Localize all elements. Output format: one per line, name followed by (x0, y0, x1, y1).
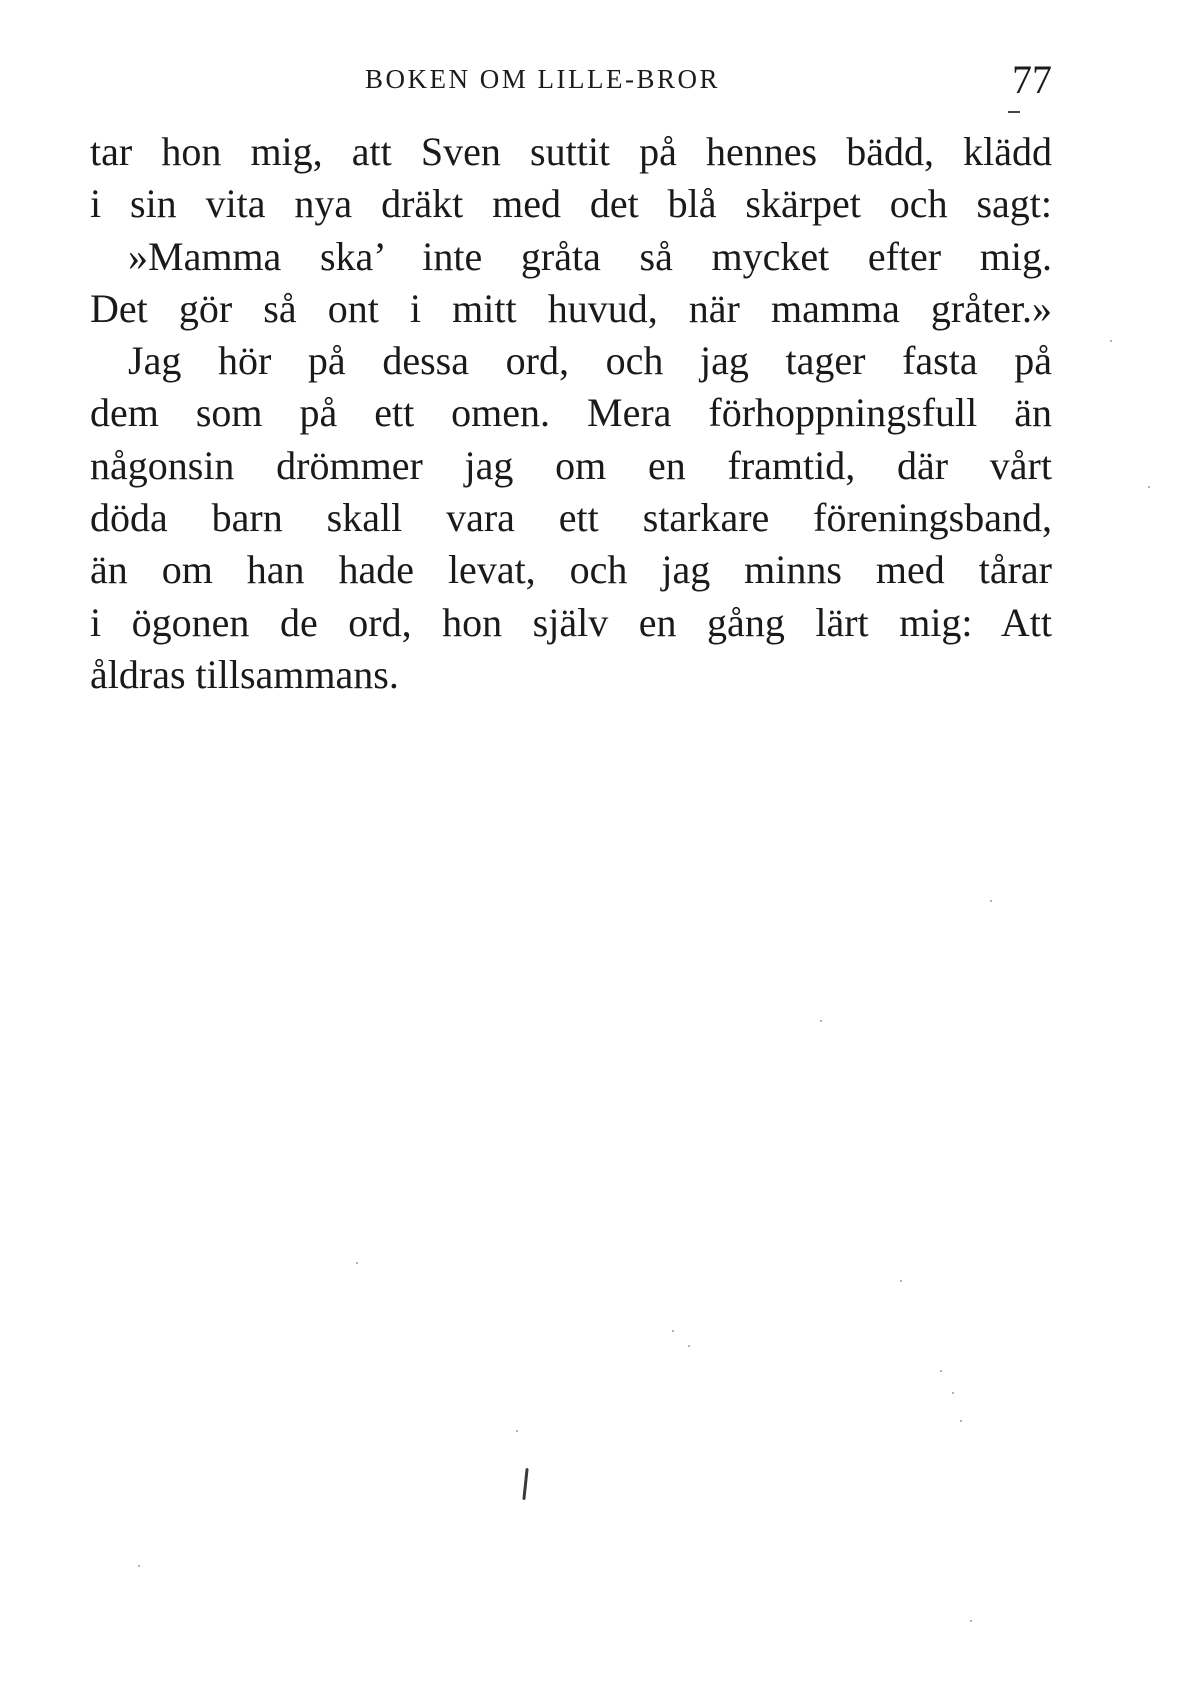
scan-speck (1148, 486, 1150, 488)
scan-speck (940, 1370, 942, 1372)
scan-speck (672, 1330, 674, 1332)
page-number: 77 (1012, 57, 1052, 102)
text-line: dem som på ett omen. Mera förhoppningsfull än (90, 390, 1052, 436)
scan-speck (516, 1430, 518, 1432)
stray-ink-mark (522, 1468, 528, 1500)
scan-speck (688, 1345, 690, 1347)
running-title: BOKEN OM LILLE-BROR (365, 64, 720, 94)
scan-speck (970, 1620, 972, 1622)
text-line: »Mamma ska’ inte gråta så mycket efter mig. (128, 233, 1052, 279)
scan-speck (960, 1420, 962, 1422)
text-line: någonsin drömmer jag om en framtid, där vårt (90, 442, 1052, 488)
text-line: i ögonen de ord, hon själv en gång lärt mig: Att (90, 599, 1052, 645)
text-line: tar hon mig, att Sven suttit på hennes bädd, klädd (90, 129, 1052, 174)
scan-speck (952, 1392, 954, 1394)
text-line: åldras tillsammans. (90, 651, 399, 697)
text-line: än om han hade levat, och jag minns med tårar (90, 547, 1052, 593)
text-line: i sin vita nya dräkt med det blå skärpet och sagt: (90, 181, 1052, 227)
scan-speck (900, 1280, 902, 1282)
scan-speck (1110, 340, 1112, 342)
text-line: Jag hör på dessa ord, och jag tager fasta på (128, 338, 1052, 384)
running-head (90, 58, 1090, 106)
scan-speck (356, 1262, 358, 1264)
text-line: Det gör så ont i mitt huvud, när mamma gråter.» (90, 285, 1052, 331)
body-text (90, 126, 1052, 701)
scan-speck (820, 1020, 822, 1022)
scan-speck (138, 1565, 140, 1567)
text-line: döda barn skall vara ett starkare föreningsband, (90, 495, 1052, 541)
scan-speck (990, 900, 992, 902)
